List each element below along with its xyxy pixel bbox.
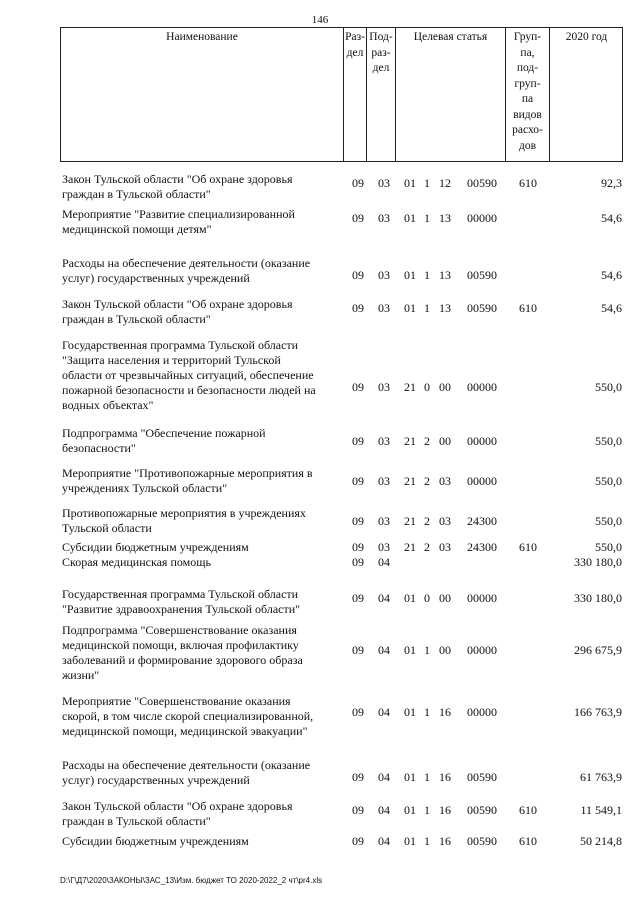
target-code-1: 01 [404, 301, 416, 315]
header-razdel: Раз- дел [345, 31, 365, 59]
row-name-line: медицинской помощи детям" [62, 222, 212, 236]
row-name-line: Противопожарные мероприятия в учреждениях [62, 506, 306, 520]
group-cell: 610 [519, 834, 537, 848]
row-name [62, 426, 347, 456]
target-code-3: 16 [439, 770, 451, 784]
amount-cell: 550,0 [595, 380, 622, 394]
razdel-cell: 09 [352, 268, 364, 282]
target-code-1: 21 [404, 434, 416, 448]
target-code-2: 1 [424, 211, 430, 225]
target-code-4: 24300 [467, 514, 497, 528]
target-code-3: 13 [439, 301, 451, 315]
row-name [62, 172, 347, 202]
amount-cell: 50 214,8 [580, 834, 622, 848]
target-code-4: 00590 [467, 176, 497, 190]
target-code-1: 01 [404, 705, 416, 719]
podrazdel-cell: 04 [378, 591, 390, 605]
row-name-line: Закон Тульской области "Об охране здоровья [62, 297, 293, 311]
row-name-line: Скорая медицинская помощь [62, 555, 211, 569]
target-code-2: 2 [424, 514, 430, 528]
target-code-3: 16 [439, 834, 451, 848]
row-name-line: Субсидии бюджетным учреждениям [62, 540, 249, 554]
target-code-1: 01 [404, 643, 416, 657]
group-cell: 610 [519, 301, 537, 315]
razdel-cell: 09 [352, 643, 364, 657]
target-code-2: 0 [424, 591, 430, 605]
row-name-line: заболеваний и формирование здорового образа [62, 653, 303, 667]
target-code-2: 1 [424, 803, 430, 817]
row-name-line: "Защита населения и территорий Тульской [62, 353, 281, 367]
razdel-cell: 09 [352, 834, 364, 848]
header-podrazdel: Под- раз- дел [369, 31, 393, 74]
target-code-3: 03 [439, 540, 451, 554]
row-name [62, 623, 347, 683]
row-name-line: граждан в Тульской области" [62, 814, 211, 828]
target-code-2: 1 [424, 705, 430, 719]
razdel-cell: 09 [352, 540, 364, 554]
podrazdel-cell: 04 [378, 834, 390, 848]
target-code-4: 00000 [467, 474, 497, 488]
podrazdel-cell: 03 [378, 474, 390, 488]
amount-cell: 61 763,9 [580, 770, 622, 784]
row-name-line: медицинской помощи, включая профилактику [62, 638, 299, 652]
file-path: D:\Г\Д7\2020\ЗАКОНЫ\ЗАС_13\Изм. бюджет ТО 2020-2022_2 чт\pr4.xls [60, 876, 323, 885]
amount-cell: 92,3 [601, 176, 622, 190]
row-name [62, 758, 347, 788]
razdel-cell: 09 [352, 591, 364, 605]
target-code-4: 00000 [467, 705, 497, 719]
target-code-3: 00 [439, 591, 451, 605]
target-code-3: 16 [439, 705, 451, 719]
row-name-line: пожарной безопасности и безопасности людей на [62, 383, 316, 397]
target-code-3: 03 [439, 474, 451, 488]
target-code-1: 21 [404, 380, 416, 394]
razdel-cell: 09 [352, 301, 364, 315]
row-name-line: Расходы на обеспечение деятельности (оказание [62, 256, 311, 270]
target-code-4: 00000 [467, 380, 497, 394]
amount-cell: 330 180,0 [574, 591, 622, 605]
amount-cell: 550,0 [595, 514, 622, 528]
target-code-4: 24300 [467, 540, 497, 554]
razdel-cell: 09 [352, 474, 364, 488]
podrazdel-cell: 04 [378, 803, 390, 817]
target-code-3: 16 [439, 803, 451, 817]
amount-cell: 550,0 [595, 540, 622, 554]
target-code-1: 21 [404, 514, 416, 528]
target-code-3: 00 [439, 380, 451, 394]
row-name-line: учреждениях Тульской области" [62, 481, 228, 495]
amount-cell: 54,6 [601, 301, 622, 315]
row-name [62, 834, 347, 849]
row-name [62, 587, 347, 617]
target-code-1: 01 [404, 803, 416, 817]
amount-cell: 550,0 [595, 474, 622, 488]
row-name [62, 466, 347, 496]
row-name-line: услуг) государственных учреждений [62, 773, 250, 787]
target-code-1: 01 [404, 268, 416, 282]
podrazdel-cell: 03 [378, 268, 390, 282]
target-code-4: 00000 [467, 643, 497, 657]
amount-cell: 54,6 [601, 211, 622, 225]
target-code-4: 00590 [467, 770, 497, 784]
row-name-line: медицинской помощи, медицинской эвакуации" [62, 724, 308, 738]
target-code-1: 01 [404, 211, 416, 225]
row-name-line: граждан в Тульской области" [62, 312, 211, 326]
row-name-line: Закон Тульской области "Об охране здоровья [62, 172, 293, 186]
target-code-4: 00590 [467, 834, 497, 848]
row-name-line: Государственная программа Тульской области [62, 338, 299, 352]
podrazdel-cell: 03 [378, 514, 390, 528]
row-name [62, 297, 347, 327]
razdel-cell: 09 [352, 176, 364, 190]
target-code-2: 2 [424, 474, 430, 488]
target-code-2: 1 [424, 268, 430, 282]
target-code-3: 03 [439, 514, 451, 528]
target-code-2: 1 [424, 176, 430, 190]
podrazdel-cell: 04 [378, 705, 390, 719]
amount-cell: 296 675,9 [574, 643, 622, 657]
target-code-3: 12 [439, 176, 451, 190]
row-name-line: Закон Тульской области "Об охране здоровья [62, 799, 293, 813]
podrazdel-cell: 04 [378, 555, 390, 569]
target-code-1: 01 [404, 176, 416, 190]
row-name-line: Мероприятие "Развитие специализированной [62, 207, 295, 221]
razdel-cell: 09 [352, 434, 364, 448]
target-code-2: 1 [424, 770, 430, 784]
row-name-line: жизни" [62, 668, 100, 682]
target-code-3: 13 [439, 268, 451, 282]
amount-cell: 166 763,9 [574, 705, 622, 719]
row-name-line: скорой, в том числе скорой специализированной, [62, 709, 314, 723]
row-name-line: безопасности" [62, 441, 136, 455]
podrazdel-cell: 03 [378, 380, 390, 394]
row-name-line: Государственная программа Тульской области [62, 587, 299, 601]
razdel-cell: 09 [352, 380, 364, 394]
podrazdel-cell: 03 [378, 301, 390, 315]
razdel-cell: 09 [352, 803, 364, 817]
target-code-3: 00 [439, 434, 451, 448]
target-code-2: 1 [424, 301, 430, 315]
row-name [62, 338, 347, 413]
target-code-2: 2 [424, 540, 430, 554]
header-year: 2020 год [565, 31, 608, 43]
target-code-2: 0 [424, 380, 430, 394]
podrazdel-cell: 03 [378, 176, 390, 190]
target-code-1: 01 [404, 591, 416, 605]
target-code-2: 1 [424, 643, 430, 657]
podrazdel-cell: 03 [378, 211, 390, 225]
row-name [62, 694, 347, 739]
row-name-line: Подпрограмма "Обеспечение пожарной [62, 426, 266, 440]
header-target: Целевая статья [413, 31, 488, 43]
amount-cell: 550,0 [595, 434, 622, 448]
group-cell: 610 [519, 803, 537, 817]
podrazdel-cell: 03 [378, 540, 390, 554]
target-code-2: 1 [424, 834, 430, 848]
target-code-4: 00000 [467, 591, 497, 605]
target-code-4: 00000 [467, 434, 497, 448]
row-name-line: услуг) государственных учреждений [62, 271, 250, 285]
target-code-3: 00 [439, 643, 451, 657]
target-code-4: 00590 [467, 803, 497, 817]
header-name: Наименование [166, 31, 238, 43]
row-name-line: граждан в Тульской области" [62, 187, 211, 201]
page-number: 146 [311, 14, 329, 26]
target-code-3: 13 [439, 211, 451, 225]
target-code-2: 2 [424, 434, 430, 448]
target-code-1: 21 [404, 540, 416, 554]
target-code-4: 00590 [467, 268, 497, 282]
razdel-cell: 09 [352, 770, 364, 784]
header-group: Груп- па, под- груп- па видов расхо- дов [512, 31, 543, 152]
row-name-line: водных объектах" [62, 398, 154, 412]
razdel-cell: 09 [352, 514, 364, 528]
group-cell: 610 [519, 176, 537, 190]
row-name [62, 207, 347, 237]
target-code-4: 00000 [467, 211, 497, 225]
target-code-1: 21 [404, 474, 416, 488]
target-code-1: 01 [404, 834, 416, 848]
podrazdel-cell: 04 [378, 643, 390, 657]
podrazdel-cell: 03 [378, 434, 390, 448]
target-code-4: 00590 [467, 301, 497, 315]
row-name-line: Мероприятие "Совершенствование оказания [62, 694, 291, 708]
row-name-line: области от чрезвычайных ситуаций, обеспечение [62, 368, 314, 382]
row-name-line: Тульской области [62, 521, 152, 535]
row-name [62, 256, 347, 286]
amount-cell: 11 549,1 [580, 803, 622, 817]
row-name [62, 799, 347, 829]
row-name [62, 506, 347, 536]
row-name-line: Мероприятие "Противопожарные мероприятия в [62, 466, 313, 480]
row-name [62, 540, 347, 555]
amount-cell: 330 180,0 [574, 555, 622, 569]
razdel-cell: 09 [352, 555, 364, 569]
row-name-line: "Развитие здравоохранения Тульской области" [62, 602, 301, 616]
group-cell: 610 [519, 540, 537, 554]
amount-cell: 54,6 [601, 268, 622, 282]
razdel-cell: 09 [352, 705, 364, 719]
razdel-cell: 09 [352, 211, 364, 225]
target-code-1: 01 [404, 770, 416, 784]
row-name-line: Субсидии бюджетным учреждениям [62, 834, 249, 848]
podrazdel-cell: 04 [378, 770, 390, 784]
row-name-line: Подпрограмма "Совершенствование оказания [62, 623, 297, 637]
row-name-line: Расходы на обеспечение деятельности (оказание [62, 758, 311, 772]
row-name [62, 555, 347, 570]
